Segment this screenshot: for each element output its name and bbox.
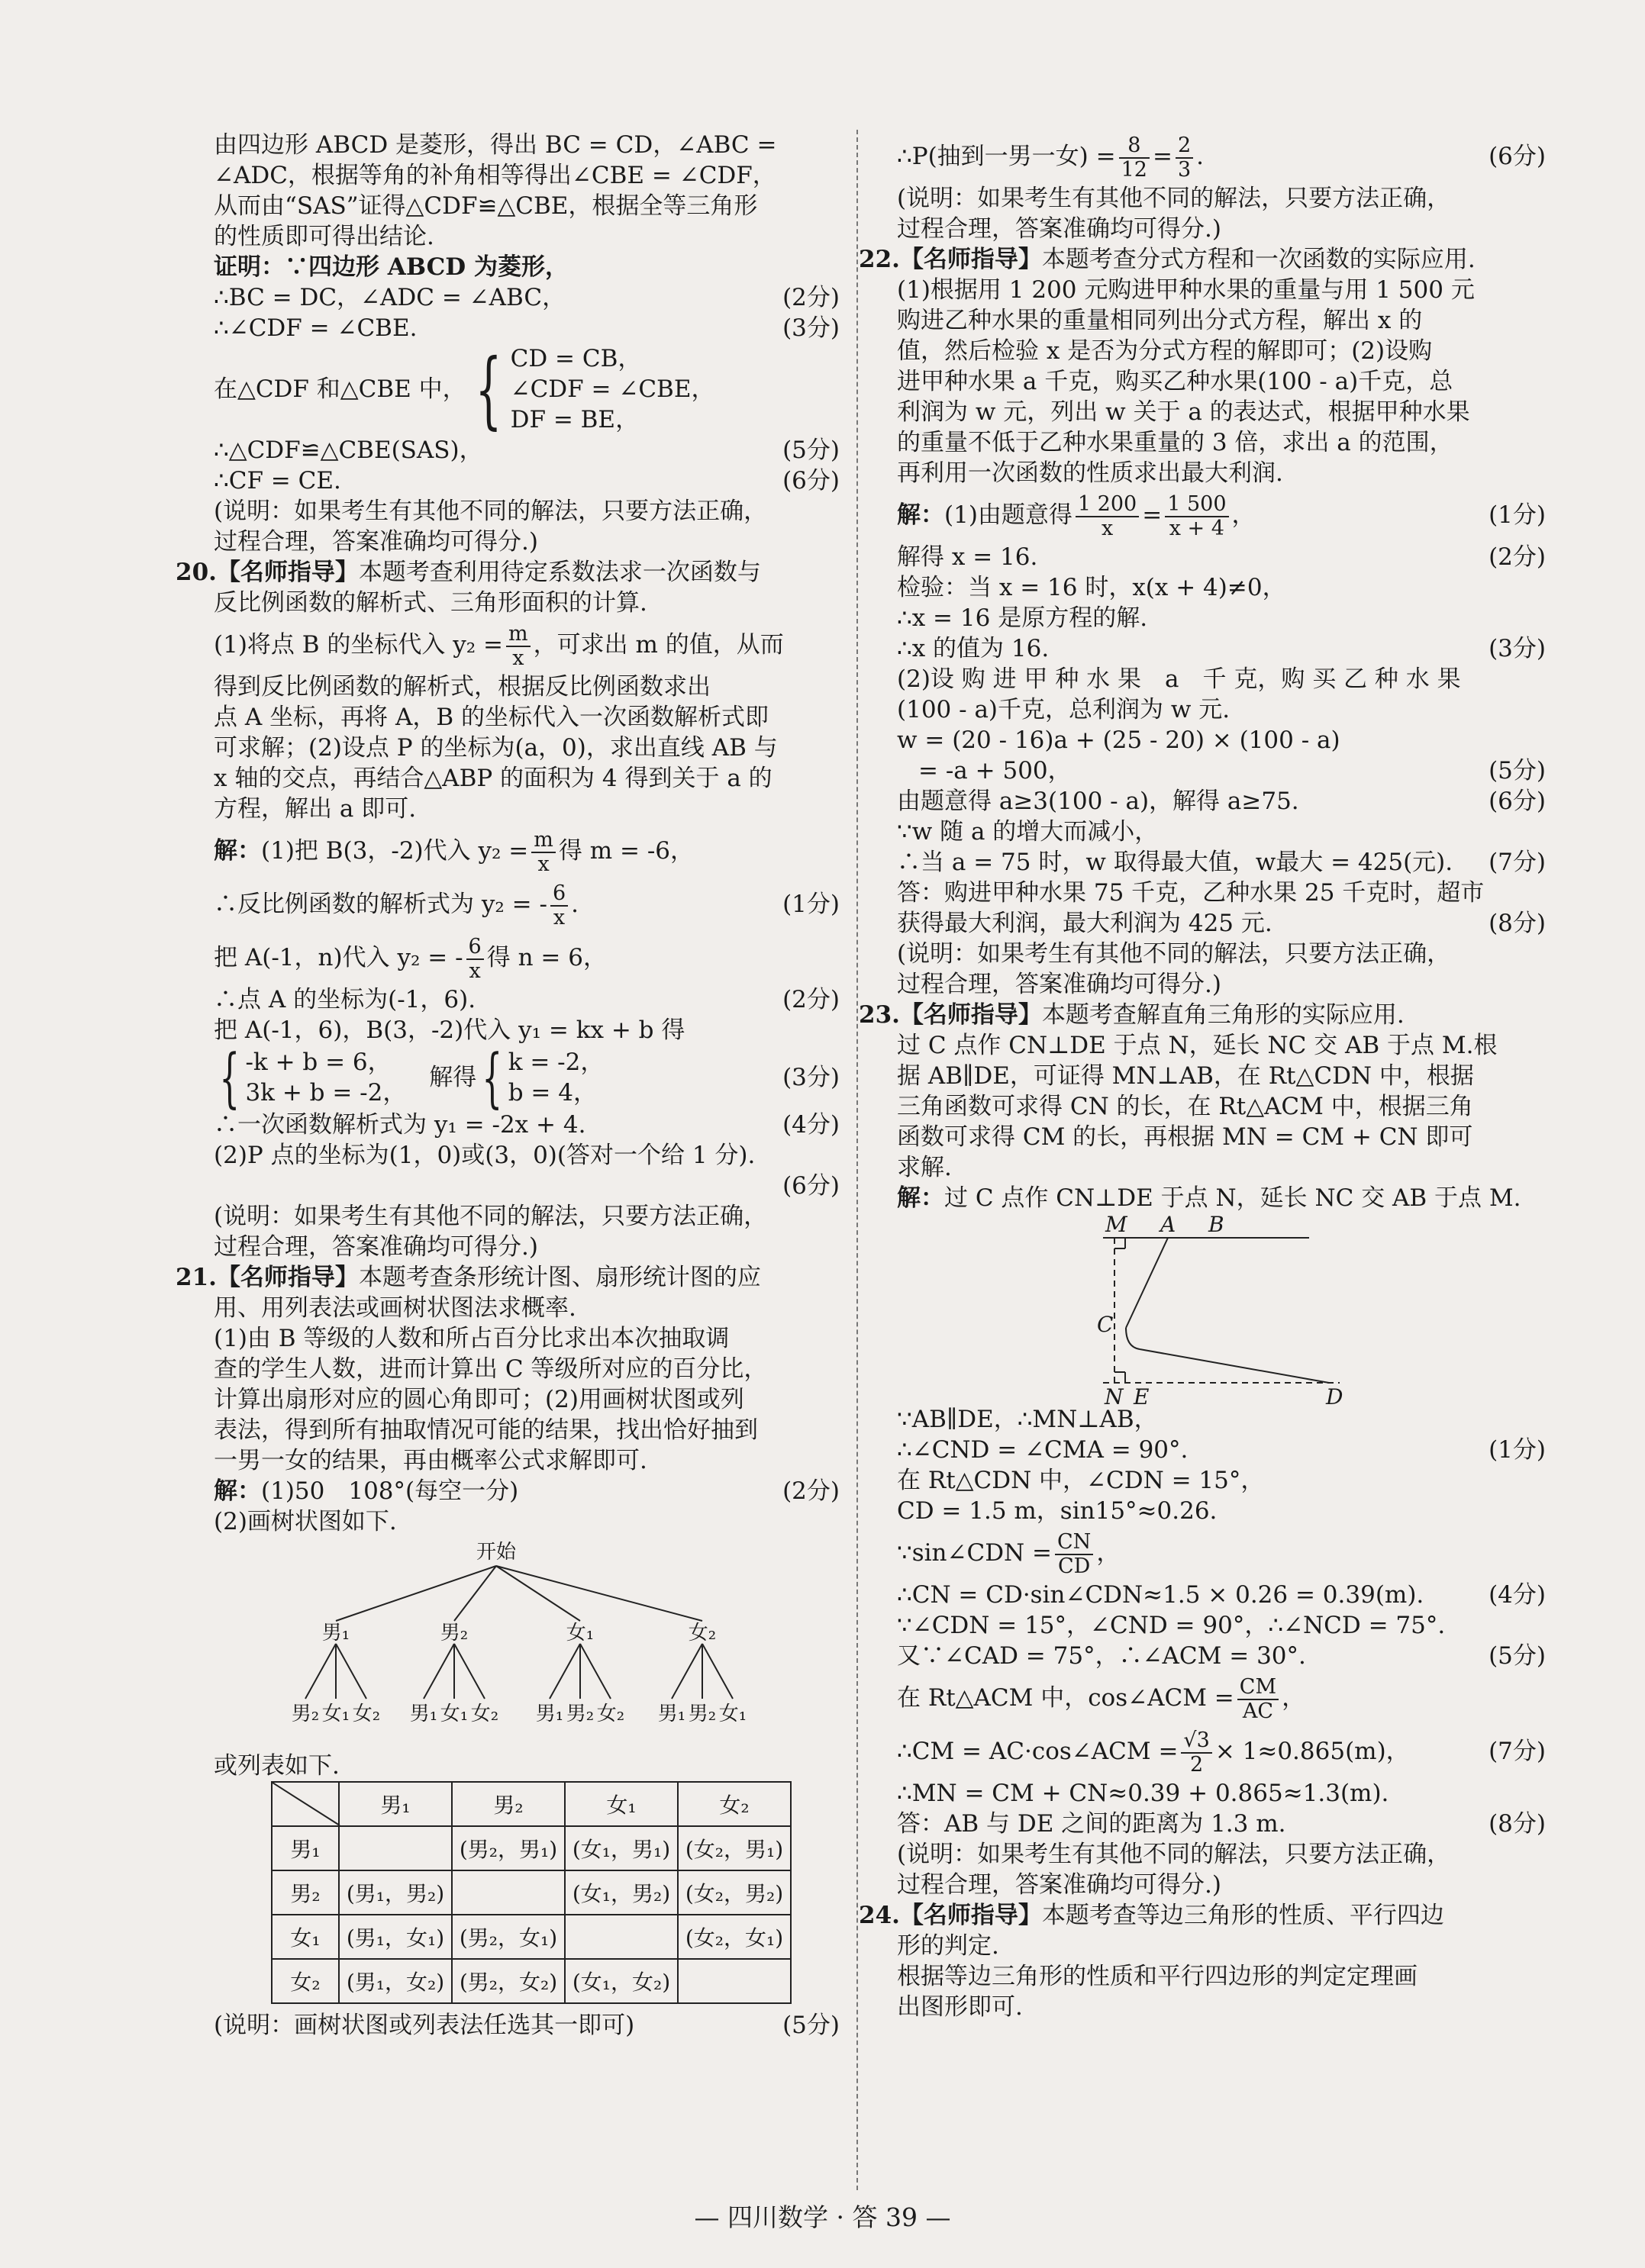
text-line: 或列表如下. xyxy=(214,1752,340,1780)
tree-leaf: 男₁ xyxy=(657,1703,686,1725)
table-cell: (男₂，女₂) xyxy=(452,1959,565,2003)
table-cell: (男₂，女₁) xyxy=(452,1915,565,1959)
tree-root: 开始 xyxy=(476,1541,517,1564)
text-line xyxy=(214,466,840,496)
text-line: w = (20 - 16)a + (25 - 20) × (100 - a) xyxy=(897,726,1340,754)
numerator: √3 xyxy=(1181,1729,1211,1754)
numerator: m xyxy=(506,623,531,647)
score: (2分) xyxy=(1489,543,1546,571)
question-tag: 【名师指导】 xyxy=(899,246,1042,273)
numerator: 1 200 xyxy=(1076,493,1139,517)
text-line: ∠ADC，根据等角的补角相等得出∠CBE = ∠CDF， xyxy=(214,162,776,189)
score: (1分) xyxy=(1489,501,1546,529)
note-line: 过程合理，答案准确均可得分.) xyxy=(897,215,1221,243)
score: (6分) xyxy=(782,467,840,495)
text-line: 点 A 坐标，再将 A，B 的坐标代入一次函数解析式即 xyxy=(214,704,769,731)
text-line xyxy=(897,1809,1546,1839)
note-line: (说明：如果考生有其他不同的解法，只要方法正确， xyxy=(214,498,768,525)
text-line: 得到反比例函数的解析式，根据反比例函数求出 xyxy=(214,673,711,701)
table-row xyxy=(272,1915,791,1959)
text-line: ∵AB∥DE，∴MN⊥AB， xyxy=(897,1406,1158,1433)
text-line: 由四边形 ABCD 是菱形，得出 BC = CD，∠ABC = xyxy=(214,131,777,159)
numerator: 6 xyxy=(550,882,568,907)
math: ∴∠CND = ∠CMA = 90°. xyxy=(897,1436,1189,1464)
math: 得 n = 6， xyxy=(486,944,607,971)
text-line: (2)画树状图如下. xyxy=(214,1508,397,1535)
table-cell: (女₂，女₁) xyxy=(678,1915,791,1959)
solution-label: 解： xyxy=(897,1184,944,1212)
text-line: 进甲种水果 a 千克，购买乙种水果(100 - a)千克，总 xyxy=(897,368,1453,395)
text: 本题考查解直角三角形的实际应用. xyxy=(1041,1001,1405,1029)
text-line xyxy=(214,931,840,984)
tree-node: 女₁ xyxy=(566,1622,595,1645)
text: 本题考查条形统计图、扇形统计图的应 xyxy=(358,1264,761,1291)
fraction xyxy=(550,882,568,929)
note-line: (说明：如果考生有其他不同的解法，只要方法正确， xyxy=(897,1841,1451,1868)
table-cell xyxy=(565,1915,678,1959)
text-line xyxy=(897,847,1546,878)
text-line: (100 - a)千克，总利润为 w 元. xyxy=(897,696,1231,723)
table-cell: 男₁ xyxy=(272,1826,339,1870)
math: 得 m = -6， xyxy=(558,837,695,865)
denominator: x xyxy=(512,646,524,670)
text-line: (1)根据用 1 200 元购进甲种水果的重量与用 1 500 元 xyxy=(897,276,1475,304)
text-line: 在 Rt△CDN 中，∠CDN = 15°， xyxy=(897,1467,1265,1494)
text-line: 函数可求得 CM 的长，再根据 MN = CM + CN 即可 xyxy=(897,1123,1473,1151)
tree-diagram-svg xyxy=(214,1537,840,1751)
math: (1)由题意得 xyxy=(944,501,1072,529)
text-line: (2)设 购 进 甲 种 水 果 a 千 克，购 买 乙 种 水 果 xyxy=(897,665,1461,693)
label-n: N xyxy=(1105,1384,1124,1404)
proof-heading: 证明：∵四边形 ABCD 为菱形， xyxy=(214,253,569,281)
numerator: 1 500 xyxy=(1165,493,1228,517)
math: ， xyxy=(1231,501,1256,529)
score: (1分) xyxy=(782,891,840,918)
text: 本题考查利用待定系数法求一次函数与 xyxy=(358,559,761,586)
text-line: 答：购进甲种水果 75 千克，乙种水果 25 千克时，超市 xyxy=(897,879,1485,907)
tree-node: 男₂ xyxy=(440,1622,469,1645)
text-line: 从而由“SAS”证得△CDF≌△CBE，根据全等三角形 xyxy=(214,192,758,220)
score: (2分) xyxy=(782,986,840,1013)
text-line xyxy=(897,1725,1546,1778)
text-line: 值，然后检验 x 是否为分式方程的解即可；(2)设购 xyxy=(897,337,1433,365)
tree-diagram xyxy=(214,1537,840,1751)
table-cell xyxy=(339,1826,452,1870)
score: (5分) xyxy=(782,2012,840,2039)
note-line: 过程合理，答案准确均可得分.) xyxy=(897,971,1221,998)
table-cell: (女₁，女₂) xyxy=(565,1959,678,2003)
text-line: 查的学生人数，进而计算出 C 等级所对应的百分比， xyxy=(214,1355,768,1383)
text-line: ∵∠CDN = 15°，∠CND = 90°，∴∠NCD = 75°. xyxy=(897,1612,1446,1639)
table-header: 男₂ xyxy=(452,1782,565,1826)
page-footer: — 四川数学 · 答 39 — xyxy=(694,2202,951,2232)
numerator: CM xyxy=(1237,1676,1279,1700)
table-cell xyxy=(678,1959,791,2003)
denominator: CD xyxy=(1058,1554,1091,1578)
outcome-table-wrap xyxy=(214,1781,840,2010)
tree-leaf: 女₂ xyxy=(352,1703,381,1725)
equation: CD = CB， xyxy=(510,345,642,372)
question-21-header xyxy=(176,1262,840,1293)
table-header: 女₂ xyxy=(678,1782,791,1826)
score: (2分) xyxy=(782,1477,840,1505)
table-row xyxy=(272,1870,791,1915)
denominator: x + 4 xyxy=(1169,516,1224,540)
text-line xyxy=(214,878,840,931)
text-line xyxy=(897,488,1546,542)
denominator: x xyxy=(553,905,566,929)
text-line: 的重量不低于乙种水果重量的 3 倍，求出 a 的范围， xyxy=(897,429,1453,456)
table-cell xyxy=(452,1870,565,1915)
table-header: 女₁ xyxy=(565,1782,678,1826)
text-line xyxy=(897,908,1546,939)
tree-leaf: 男₂ xyxy=(566,1703,595,1725)
score: (2分) xyxy=(782,284,840,311)
fraction xyxy=(1055,1531,1093,1578)
math: ∴x 的值为 16. xyxy=(897,635,1050,662)
fraction xyxy=(506,623,531,670)
text-line: 一男一女的结果，再由概率公式求解即可. xyxy=(214,1447,647,1474)
tree-leaf: 女₁ xyxy=(321,1703,350,1725)
text-line: 再利用一次函数的性质求出最大利润. xyxy=(897,459,1283,487)
text-line: 求解. xyxy=(897,1154,952,1181)
question-24-header xyxy=(859,1900,1546,1931)
question-tag: 【名师指导】 xyxy=(216,559,359,586)
right-column xyxy=(859,130,1546,2022)
table-cell: (女₂，男₂) xyxy=(678,1870,791,1915)
tree-leaf: 男₂ xyxy=(688,1703,717,1725)
question-20-header xyxy=(176,557,840,588)
question-number: 20. xyxy=(176,559,217,586)
math: ∵sin∠CDN = xyxy=(897,1539,1053,1567)
math: . xyxy=(1196,143,1204,170)
solution-label: 解： xyxy=(897,501,944,529)
math: 解得 x = 16. xyxy=(897,543,1038,571)
math: ∴CN = CD·sin∠CDN≈1.5 × 0.26 = 0.39(m). xyxy=(897,1581,1424,1609)
tree-leaf: 男₁ xyxy=(535,1703,564,1725)
text-line: 用、用列表法或画树状图法求概率. xyxy=(214,1294,576,1322)
numerator: 8 xyxy=(1119,134,1150,159)
text-line xyxy=(897,755,1546,786)
score: (3分) xyxy=(782,314,840,342)
tree-leaf: 男₂ xyxy=(291,1703,320,1725)
denominator: AC xyxy=(1242,1699,1274,1723)
question-number: 22. xyxy=(859,246,900,273)
text-line: 计算出扇形对应的圆心角即可；(2)用画树状图或列 xyxy=(214,1386,744,1413)
text-line: 利润为 w 元，列出 w 关于 a 的表达式，根据甲种水果 xyxy=(897,398,1470,426)
system-line xyxy=(214,1040,840,1115)
equation: k = -2， xyxy=(508,1049,605,1076)
score: (3分) xyxy=(782,1064,840,1091)
math: 获得最大利润，最大利润为 425 元. xyxy=(897,910,1272,937)
text: (1)将点 B 的坐标代入 y₂ = xyxy=(214,631,504,659)
text-line xyxy=(214,1171,840,1201)
table-cell: (女₂，男₁) xyxy=(678,1826,791,1870)
text-line xyxy=(897,1526,1546,1580)
text-line: CD = 1.5 m，sin15°≈0.26. xyxy=(897,1497,1218,1525)
text-line: 根据等边三角形的性质和平行四边形的判定定理画 xyxy=(897,1963,1418,1990)
equation: -k + b = 6， xyxy=(245,1049,392,1076)
denominator: 3 xyxy=(1177,157,1192,182)
text-line xyxy=(214,313,840,343)
text-line: 据 AB∥DE，可证得 MN⊥AB，在 Rt△CDN 中，根据 xyxy=(897,1062,1474,1090)
fraction xyxy=(1176,134,1193,182)
text-line xyxy=(897,1671,1546,1725)
numerator: 2 xyxy=(1176,134,1193,159)
system-line xyxy=(214,340,840,438)
text-line: 方程，解出 a 即可. xyxy=(214,795,417,823)
table-cell: (女₁，男₁) xyxy=(565,1826,678,1870)
equation-system xyxy=(508,1047,605,1108)
tree-node: 男₁ xyxy=(321,1622,350,1645)
text-line xyxy=(214,1110,840,1140)
equation-system xyxy=(245,1047,406,1108)
math: 由题意得 a≥3(100 - a)，解得 a≥75. xyxy=(897,788,1299,815)
geometry-figure-svg xyxy=(897,1213,1546,1404)
question-number: 23. xyxy=(859,1001,900,1029)
brace: { xyxy=(475,340,502,438)
table-cell: 女₁ xyxy=(272,1915,339,1959)
denominator: 12 xyxy=(1121,157,1147,182)
text: 本题考查等边三角形的性质、平行四边 xyxy=(1041,1902,1444,1929)
text-line: ∵w 随 a 的增大而减小， xyxy=(897,818,1159,846)
text-line xyxy=(897,1641,1546,1671)
text: 本题考查分式方程和一次函数的实际应用. xyxy=(1041,246,1476,273)
math: 解得 xyxy=(429,1064,477,1091)
question-tag: 【名师指导】 xyxy=(899,1001,1042,1029)
note: (说明：画树状图或列表法任选其一即可) xyxy=(214,2012,635,2039)
text-line xyxy=(214,1476,840,1506)
outcome-table xyxy=(271,1781,792,2004)
text-line: 把 A(-1，6)，B(3，-2)代入 y₁ = kx + b 得 xyxy=(214,1016,685,1044)
table-cell: (女₁，男₂) xyxy=(565,1870,678,1915)
score: (4分) xyxy=(782,1111,840,1139)
brace: { xyxy=(482,1040,503,1115)
math: . xyxy=(571,891,579,918)
solution-label: 解： xyxy=(214,837,261,865)
table-row xyxy=(272,1959,791,2003)
score: (6分) xyxy=(782,1172,840,1200)
score: (7分) xyxy=(1489,1738,1546,1765)
text-line xyxy=(897,1183,1546,1213)
score: (8分) xyxy=(1489,1810,1546,1838)
math: ∴当 a = 75 时，w 取得最大值，w最大 = 425(元). xyxy=(897,849,1453,876)
text-line: 购进乙种水果的重量相同列出分式方程，解出 x 的 xyxy=(897,307,1423,334)
text-line: 出图形即可. xyxy=(897,1993,1023,2021)
question-number: 24. xyxy=(859,1902,900,1929)
text-line: ∴MN = CM + CN≈0.39 + 0.865≈1.3(m). xyxy=(897,1780,1389,1807)
label-e: E xyxy=(1134,1384,1150,1404)
fraction xyxy=(531,829,556,876)
text-line: 表法，得到所有抽取情况可能的结果，找出恰好抽到 xyxy=(214,1416,758,1444)
label-a: A xyxy=(1160,1213,1176,1237)
question-22-header xyxy=(859,244,1546,275)
text-line xyxy=(897,786,1546,817)
math: = xyxy=(1152,143,1172,170)
numerator: 6 xyxy=(466,936,484,960)
geometry-figure xyxy=(897,1213,1546,1404)
score: (5分) xyxy=(1489,757,1546,784)
note-line: 过程合理，答案准确均可得分.) xyxy=(214,528,538,556)
math-line: ∴CF = CE. xyxy=(214,467,341,495)
question-23-header xyxy=(859,1000,1546,1030)
math: × 1≈0.865(m)， xyxy=(1214,1738,1410,1765)
text-line xyxy=(214,2010,840,2041)
question-tag: 【名师指导】 xyxy=(899,1902,1042,1929)
text-line xyxy=(214,618,840,672)
question-tag: 【名师指导】 xyxy=(216,1264,359,1291)
table-cell: 女₂ xyxy=(272,1959,339,2003)
score: (7分) xyxy=(1489,849,1546,876)
text-line xyxy=(214,984,840,1015)
fraction xyxy=(466,936,484,983)
math: ∴反比例函数的解析式为 y₂ = - xyxy=(214,891,547,918)
text-line xyxy=(897,130,1546,183)
math: ∴P(抽到一男一女) = xyxy=(897,143,1116,170)
table-header: 男₁ xyxy=(339,1782,452,1826)
score: (5分) xyxy=(1489,1642,1546,1670)
text-line: 形的判定. xyxy=(897,1932,999,1960)
denominator: x xyxy=(469,958,481,983)
math: ， xyxy=(1096,1539,1121,1567)
note-line: 过程合理，答案准确均可得分.) xyxy=(897,1871,1221,1899)
label-b: B xyxy=(1208,1213,1224,1237)
text-line xyxy=(897,542,1546,572)
text-line: 过 C 点作 CN⊥DE 于点 N，延长 NC 交 AB 于点 M.根 xyxy=(897,1032,1498,1059)
score: (8分) xyxy=(1489,910,1546,937)
equation: DF = BE， xyxy=(510,406,640,433)
question-number: 21. xyxy=(176,1264,217,1291)
text-line: 三角函数可求得 CN 的长，在 Rt△ACM 中，根据三角 xyxy=(897,1093,1473,1120)
table-cell: 男₂ xyxy=(272,1870,339,1915)
label-d: D xyxy=(1326,1384,1343,1404)
table-corner xyxy=(272,1782,339,1826)
equation: ∠CDF = ∠CBE， xyxy=(510,375,715,403)
text-line xyxy=(897,633,1546,664)
denominator: x xyxy=(1101,516,1114,540)
equation-system xyxy=(511,343,715,435)
math: 答：AB 与 DE 之间的距离为 1.3 m. xyxy=(897,1810,1286,1838)
score: (3分) xyxy=(1489,635,1546,662)
math: = xyxy=(1142,501,1163,529)
left-column xyxy=(176,130,840,2041)
text-line xyxy=(214,282,840,313)
text-line: (1)由 B 等级的人数和所占百分比求出本次抽取调 xyxy=(214,1325,730,1352)
fraction xyxy=(1076,493,1139,540)
equation: 3k + b = -2， xyxy=(245,1079,407,1107)
score: (4分) xyxy=(1489,1581,1546,1609)
fraction xyxy=(1165,493,1228,540)
equation: b = 4， xyxy=(508,1079,597,1107)
math: = -a + 500， xyxy=(918,757,1072,784)
text-line xyxy=(897,1435,1546,1465)
text: ，可求出 m 的值，从而 xyxy=(533,631,784,659)
text-line: 可求解；(2)设点 P 的坐标为(a，0)，求出直线 AB 与 xyxy=(214,734,778,762)
table-header-row xyxy=(272,1782,791,1826)
tree-leaf: 女₂ xyxy=(596,1703,625,1725)
table-row xyxy=(272,1826,791,1870)
math: ∴点 A 的坐标为(-1，6). xyxy=(214,986,476,1013)
note-line: (说明：如果考生有其他不同的解法，只要方法正确， xyxy=(214,1203,768,1230)
table-cell: (男₂，男₁) xyxy=(452,1826,565,1870)
math-line: ∴BC = DC，∠ADC = ∠ABC， xyxy=(214,284,566,311)
table-cell: (男₁，女₁) xyxy=(339,1915,452,1959)
score: (1分) xyxy=(1489,1436,1546,1464)
column-divider xyxy=(856,130,858,2190)
text-line: x 轴的交点，再结合△ABP 的面积为 4 得到关于 a 的 xyxy=(214,765,773,792)
text-line: 反比例函数的解析式、三角形面积的计算. xyxy=(214,589,647,617)
fraction xyxy=(1119,134,1150,182)
note-line: (说明：如果考生有其他不同的解法，只要方法正确， xyxy=(897,185,1451,212)
text-line xyxy=(214,824,840,878)
fraction xyxy=(1181,1729,1211,1777)
tree-leaf: 女₁ xyxy=(440,1703,469,1725)
text-line: (2)P 点的坐标为(1，0)或(3，0)(答对一个给 1 分). xyxy=(214,1142,756,1169)
table-cell: (男₁，女₂) xyxy=(339,1959,452,2003)
text-line xyxy=(897,1580,1546,1610)
denominator: 2 xyxy=(1190,1752,1204,1777)
label-c: C xyxy=(1097,1312,1114,1337)
tree-leaf: 女₁ xyxy=(718,1703,747,1725)
solution-label: 解： xyxy=(214,1477,261,1505)
text-line: ∴x = 16 是原方程的解. xyxy=(897,604,1148,632)
math: 过 C 点作 CN⊥DE 于点 N，延长 NC 交 AB 于点 M. xyxy=(944,1184,1521,1212)
math: ∴一次函数解析式为 y₁ = -2x + 4. xyxy=(214,1111,586,1139)
note-line: (说明：如果考生有其他不同的解法，只要方法正确， xyxy=(897,940,1451,968)
brace: { xyxy=(219,1040,240,1115)
numerator: CN xyxy=(1055,1531,1093,1555)
denominator: x xyxy=(537,852,550,876)
tree-node: 女₂ xyxy=(688,1622,717,1645)
tree-leaf: 男₁ xyxy=(409,1703,438,1725)
tree-leaf: 女₂ xyxy=(470,1703,499,1725)
math: (1)50 108°(每空一分) xyxy=(261,1477,519,1505)
score: (5分) xyxy=(782,437,840,464)
math: 又∵∠CAD = 75°，∴∠ACM = 30°. xyxy=(897,1642,1306,1670)
math-line: 在△CDF 和△CBE 中， xyxy=(214,375,466,403)
math: ， xyxy=(1282,1684,1306,1712)
fraction xyxy=(1237,1676,1279,1723)
text-line xyxy=(214,435,840,466)
text-line: 检验：当 x = 16 时，x(x + 4)≠0， xyxy=(897,574,1286,601)
score: (6分) xyxy=(1489,788,1546,815)
numerator: m xyxy=(531,829,556,853)
score: (6分) xyxy=(1489,143,1546,170)
label-m: M xyxy=(1105,1213,1127,1237)
note-line: 过程合理，答案准确均可得分.) xyxy=(214,1233,538,1261)
math-line: ∴△CDF≌△CBE(SAS)， xyxy=(214,437,483,464)
math-line: ∴∠CDF = ∠CBE. xyxy=(214,314,418,342)
math: 在 Rt△ACM 中，cos∠ACM = xyxy=(897,1684,1234,1712)
math: 把 A(-1，n)代入 y₂ = - xyxy=(214,944,463,971)
math: ∴CM = AC·cos∠ACM = xyxy=(897,1738,1179,1765)
table-cell: (男₁，男₂) xyxy=(339,1870,452,1915)
math: (1)把 B(3，-2)代入 y₂ = xyxy=(261,837,529,865)
text-line: 的性质即可得出结论. xyxy=(214,223,434,250)
